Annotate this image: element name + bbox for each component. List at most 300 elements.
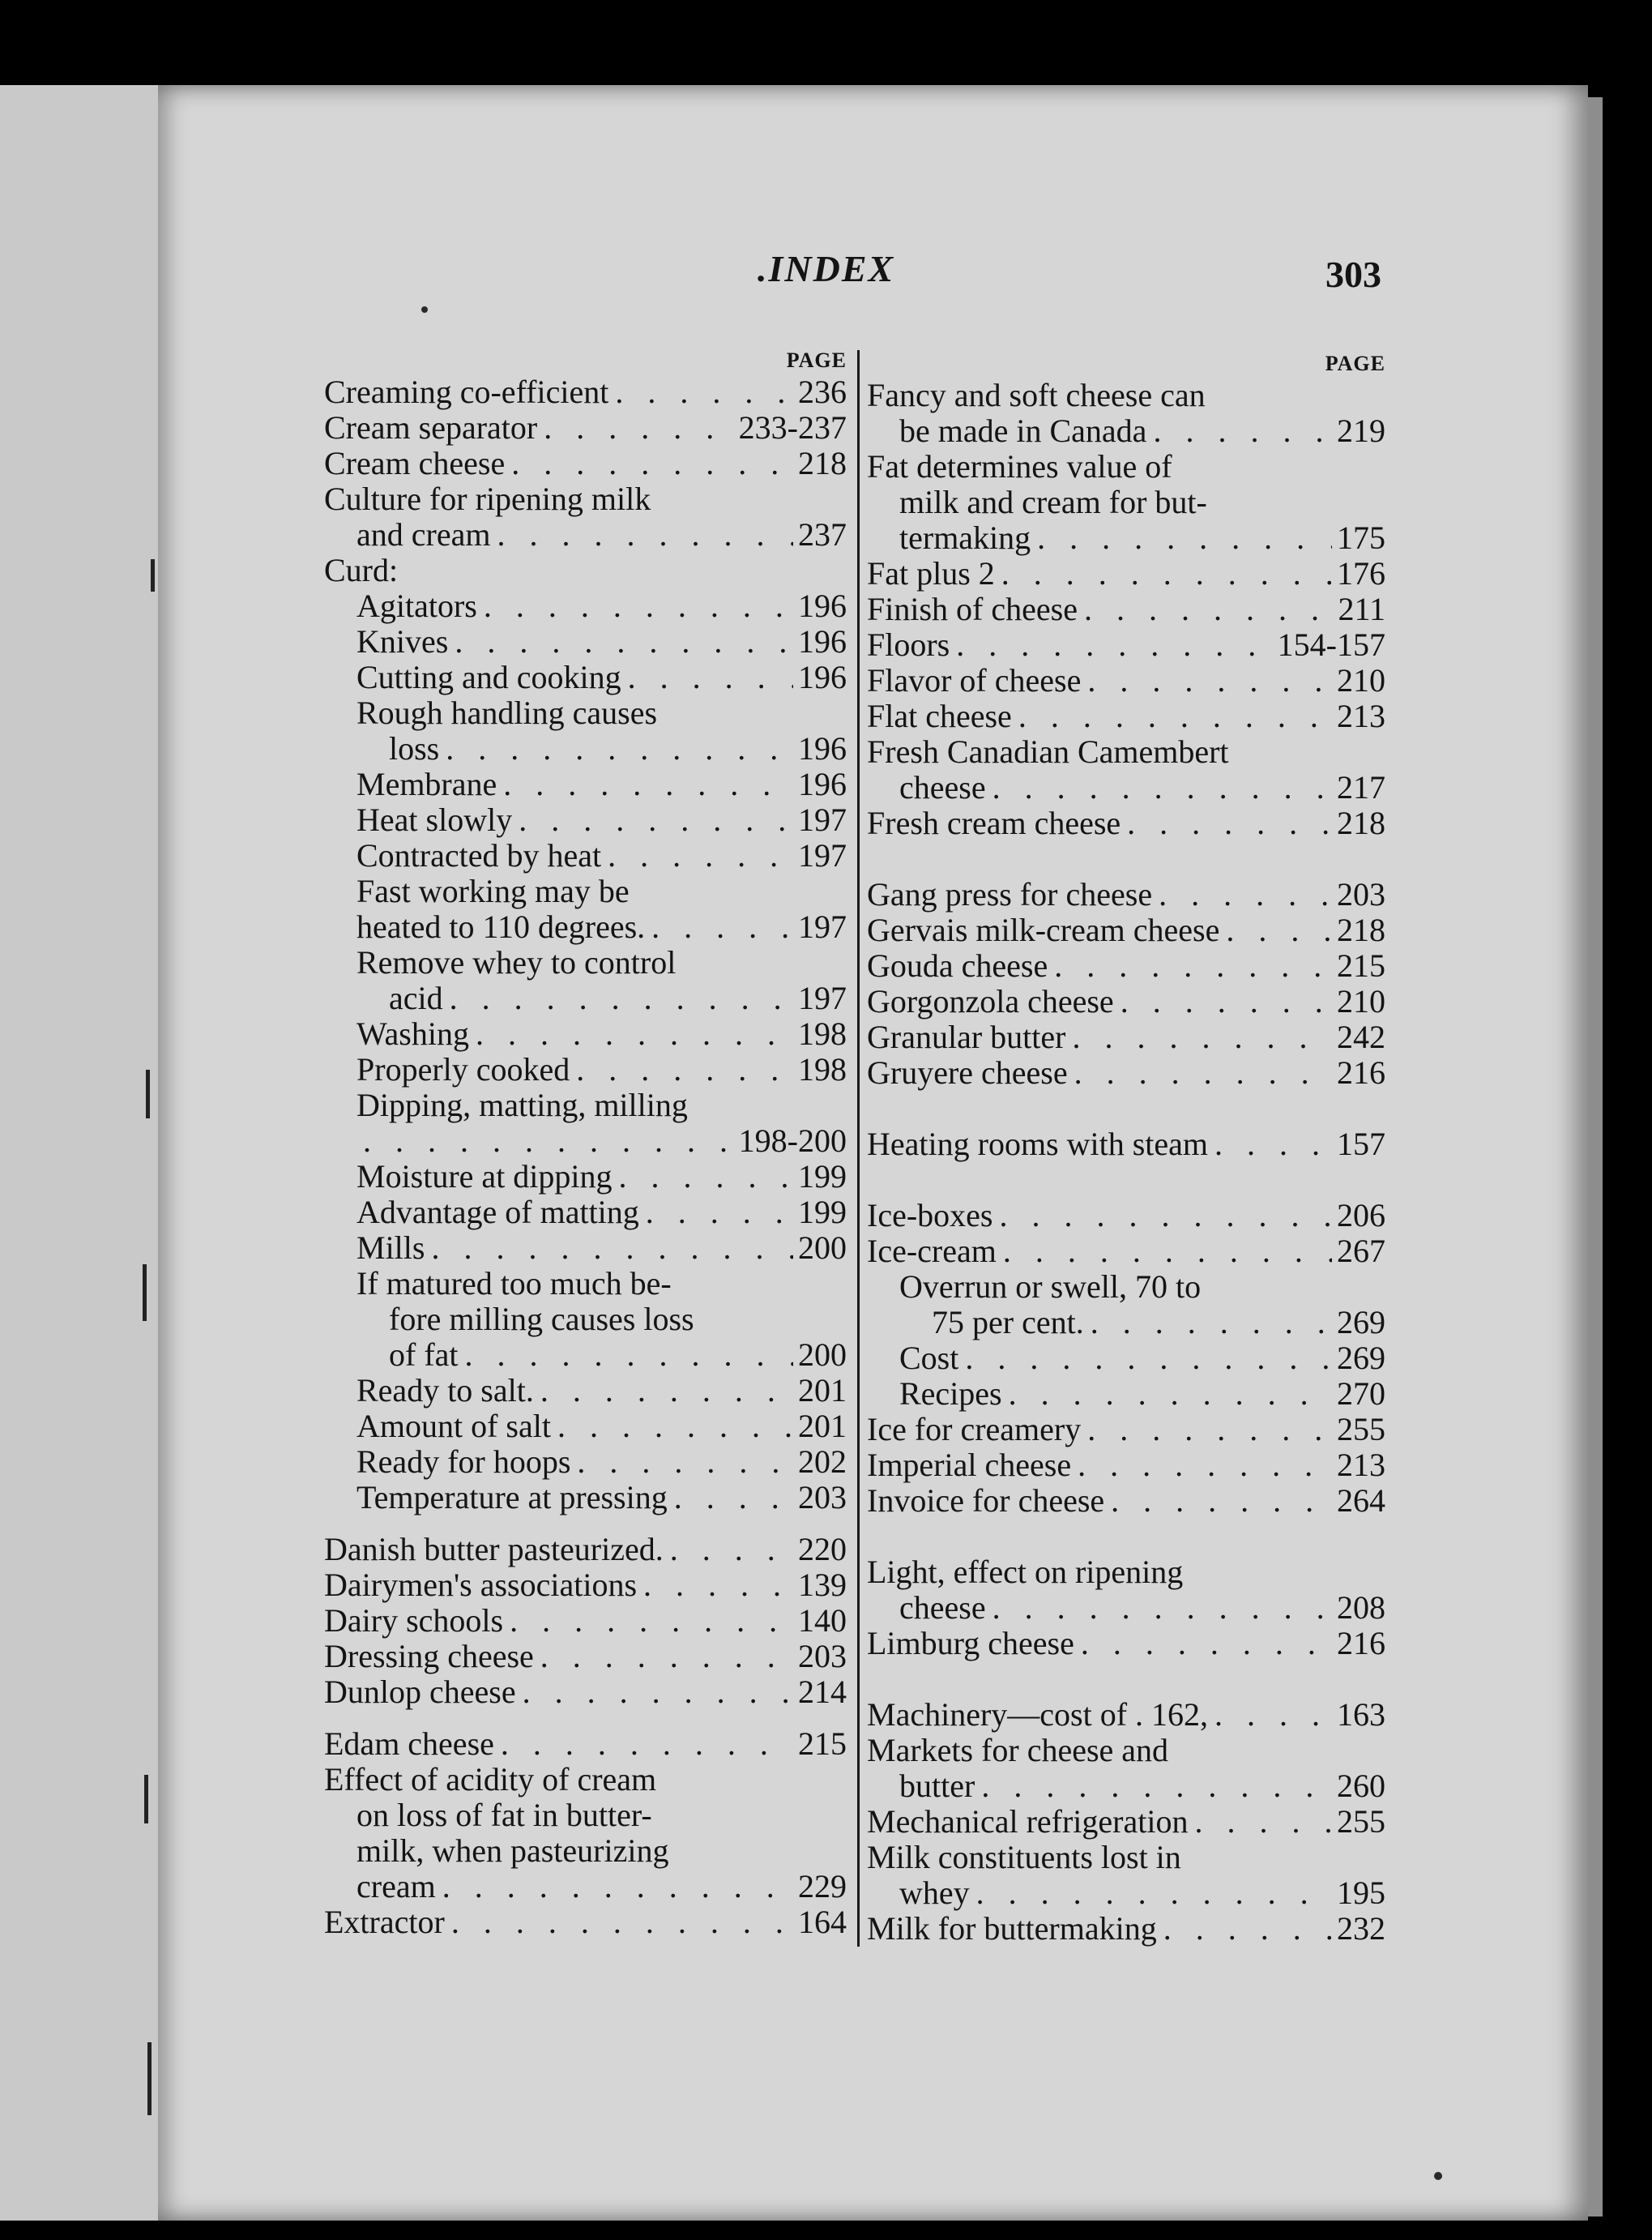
page-column-label: PAGE: [786, 348, 847, 372]
index-entry: [867, 627, 1385, 663]
dot-leader: [997, 1233, 1332, 1269]
dot-leader: [512, 802, 793, 838]
dot-leader: [995, 556, 1332, 592]
entry-page-number: 197: [798, 909, 847, 945]
entry-text: Ready for hoops: [356, 1444, 571, 1480]
dot-leader: [664, 1532, 793, 1567]
dot-leader: [992, 1198, 1332, 1233]
entry-page-number: 216: [1337, 1626, 1385, 1661]
entry-page-number: 269: [1337, 1340, 1385, 1376]
entry-text: Cutting and cooking: [356, 660, 621, 695]
print-speck: [1434, 2172, 1442, 2180]
index-entry: [867, 1055, 1385, 1091]
index-entry-continuation: [867, 1269, 1385, 1305]
entry-text: Membrane: [356, 767, 497, 802]
entry-text: termaking: [899, 520, 1031, 556]
entry-text: Gouda cheese: [867, 948, 1048, 984]
entry-text: cheese: [899, 1590, 986, 1626]
dot-leader: [436, 1869, 793, 1904]
entry-text: Remove whey to control: [356, 944, 677, 981]
entry-text: Amount of salt: [356, 1409, 551, 1444]
dot-leader: [1068, 1055, 1332, 1091]
section-gap: [867, 841, 1385, 877]
index-entry-continuation: [324, 553, 847, 588]
entry-page-number: 213: [1337, 1447, 1385, 1483]
entry-page-number: 195: [1337, 1875, 1385, 1911]
entry-page-number: 200: [798, 1230, 847, 1266]
entry-page-number: 196: [798, 767, 847, 802]
entry-page-number: 219: [1337, 413, 1385, 449]
entry-text: Properly cooked: [356, 1052, 570, 1088]
dot-leader: [1157, 1911, 1332, 1947]
entry-text: Imperial cheese: [867, 1447, 1072, 1483]
entry-text: acid: [389, 981, 443, 1016]
dot-leader: [1012, 699, 1332, 734]
dot-leader: [986, 770, 1332, 806]
entry-text: cheese: [899, 770, 986, 806]
entry-text: Gervais milk-cream cheese: [867, 913, 1220, 948]
entry-page-number: 199: [798, 1159, 847, 1195]
entry-page-number: 164: [798, 1904, 847, 1940]
index-entry: [867, 806, 1385, 841]
index-entry-continuation: [324, 1266, 847, 1302]
entry-text: Agitators: [356, 588, 477, 624]
entry-page-number: 242: [1337, 1020, 1385, 1055]
index-entry: [867, 1305, 1385, 1340]
index-column-right: [867, 350, 1385, 1947]
entry-page-number: 202: [798, 1444, 847, 1480]
index-entry: [324, 1567, 847, 1603]
dot-leader: [1065, 1020, 1332, 1055]
index-entry: [324, 374, 847, 410]
entry-text: milk, when pasteurizing: [356, 1832, 669, 1869]
entry-page-number: 214: [798, 1674, 847, 1710]
index-entry: [867, 1697, 1385, 1733]
dot-leader: [975, 1768, 1332, 1804]
dot-leader: [1084, 1305, 1332, 1340]
entry-page-number: 215: [798, 1726, 847, 1762]
index-entry: [324, 1726, 847, 1762]
index-entry: [324, 1159, 847, 1195]
entry-text: of fat: [389, 1337, 459, 1373]
index-entry: [867, 913, 1385, 948]
index-entry-continuation: [324, 1798, 847, 1833]
entry-text: Extractor: [324, 1904, 445, 1940]
binding-mark: [151, 559, 155, 592]
entry-text: Curd:: [324, 552, 399, 588]
entry-text: Heat slowly: [356, 802, 513, 838]
entry-text: Invoice for cheese: [867, 1483, 1105, 1519]
index-entry: [324, 838, 847, 874]
binding-mark: [146, 1070, 150, 1118]
entry-page-number: 264: [1337, 1483, 1385, 1519]
index-entry: [324, 446, 847, 481]
dot-leader: [534, 1373, 793, 1409]
entry-page-number: 196: [798, 731, 847, 767]
index-entry: [867, 1447, 1385, 1483]
binding-mark: [144, 1775, 148, 1823]
index-entry: [867, 556, 1385, 592]
entry-text: Light, effect on ripening: [867, 1554, 1184, 1590]
entry-page-number: 163: [1337, 1697, 1385, 1733]
section-gap: [324, 1710, 847, 1726]
index-entry: [324, 1337, 847, 1373]
entry-page-number: 220: [798, 1532, 847, 1567]
dot-leader: [534, 1639, 793, 1674]
entry-text: Washing: [356, 1016, 469, 1052]
entry-text: Ice-cream: [867, 1233, 997, 1269]
index-entry: [867, 1126, 1385, 1162]
index-entry: [324, 1016, 847, 1052]
entry-text: Dunlop cheese: [324, 1674, 516, 1710]
entry-text: Ice for creamery: [867, 1412, 1082, 1447]
section-gap: [867, 1661, 1385, 1697]
entry-text: Floors: [867, 627, 950, 663]
entry-page-number: 203: [798, 1639, 847, 1674]
page-column-label: PAGE: [1325, 352, 1385, 375]
index-entry: [867, 984, 1385, 1020]
entry-page-number: 198: [798, 1052, 847, 1088]
index-entry: [867, 413, 1385, 449]
dot-leader: [490, 517, 793, 553]
dot-leader: [494, 1726, 793, 1762]
index-entry: [324, 588, 847, 624]
entry-text: Finish of cheese: [867, 592, 1078, 627]
entry-text: Limburg cheese: [867, 1626, 1074, 1661]
index-entry-continuation: [324, 1833, 847, 1869]
entry-text: be made in Canada: [899, 413, 1147, 449]
entry-page-number: 196: [798, 624, 847, 660]
entry-page-number: 236: [798, 374, 847, 410]
index-entry: [324, 1603, 847, 1639]
entry-text: Machinery—cost of . 162,: [867, 1697, 1209, 1733]
entry-page-number: 203: [798, 1480, 847, 1515]
entry-page-number: 203: [1337, 877, 1385, 913]
entry-page-number: 260: [1337, 1768, 1385, 1804]
entry-text: Gang press for cheese: [867, 877, 1153, 913]
entry-page-number: 270: [1337, 1376, 1385, 1412]
dot-leader: [443, 981, 793, 1016]
entry-text: Temperature at pressing: [356, 1480, 668, 1515]
dot-leader: [613, 1159, 793, 1195]
index-entry: [867, 1804, 1385, 1840]
entry-text: Moisture at dipping: [356, 1159, 613, 1195]
entry-text: fore milling causes loss: [389, 1301, 694, 1337]
entry-text: Markets for cheese and: [867, 1732, 1169, 1768]
entry-page-number: 139: [798, 1567, 847, 1603]
index-entry: [324, 1904, 847, 1940]
entry-text: on loss of fat in butter-: [356, 1797, 652, 1833]
index-entry: [867, 1198, 1385, 1233]
dot-leader: [645, 909, 793, 945]
entry-page-number: 216: [1337, 1055, 1385, 1091]
dot-leader: [439, 731, 793, 767]
index-entry-continuation: [324, 945, 847, 981]
dot-leader: [1146, 413, 1332, 449]
entry-page-number: 196: [798, 660, 847, 695]
index-entry: [867, 1590, 1385, 1626]
entry-text: Recipes: [899, 1376, 1002, 1412]
index-entry: [867, 1911, 1385, 1947]
index-entry-continuation: [867, 734, 1385, 770]
index-entry: [324, 1230, 847, 1266]
index-entry: [324, 909, 847, 945]
dot-leader: [958, 1340, 1332, 1376]
entry-text: Cream cheese: [324, 446, 506, 481]
entry-text: Mechanical refrigeration: [867, 1804, 1189, 1840]
dot-leader: [1078, 592, 1334, 627]
entry-text: Culture for ripening milk: [324, 481, 651, 517]
entry-page-number: 196: [798, 588, 847, 624]
index-entry-continuation: [324, 874, 847, 909]
entry-text: Mills: [356, 1230, 425, 1266]
dot-leader: [448, 624, 793, 660]
index-entry: [867, 1340, 1385, 1376]
index-entry-continuation: [867, 485, 1385, 520]
dot-leader: [469, 1016, 793, 1052]
entry-page-number: 218: [1337, 806, 1385, 841]
entry-page-number: 232: [1337, 1911, 1385, 1947]
entry-text: Dipping, matting, milling: [356, 1087, 688, 1123]
index-entry: [324, 981, 847, 1016]
dot-leader: [570, 1444, 793, 1480]
entry-text: 75 per cent.: [932, 1305, 1084, 1340]
entry-page-number: 210: [1337, 663, 1385, 699]
dot-leader: [477, 588, 793, 624]
print-speck: [421, 306, 428, 313]
entry-text: Advantage of matting: [356, 1195, 639, 1230]
index-entry: [324, 1373, 847, 1409]
dot-leader: [356, 1123, 734, 1159]
entry-page-number: 198-200: [738, 1123, 847, 1159]
section-gap: [867, 1162, 1385, 1198]
binding-mark: [143, 1264, 147, 1321]
index-entry-continuation: [324, 1762, 847, 1798]
column-divider: [857, 350, 860, 1947]
entry-text: If matured too much be-: [356, 1265, 672, 1302]
entry-page-number: 176: [1337, 556, 1385, 592]
section-gap: [324, 1515, 847, 1532]
index-entry: [867, 1233, 1385, 1269]
index-entry: [867, 1626, 1385, 1661]
entry-page-number: 175: [1337, 520, 1385, 556]
dot-leader: [425, 1230, 793, 1266]
dot-leader: [970, 1875, 1332, 1911]
entry-page-number: 197: [798, 838, 847, 874]
index-entry-continuation: [324, 1302, 847, 1337]
facing-page-margin: [0, 85, 158, 2221]
dot-leader: [1114, 984, 1332, 1020]
entry-text: Dressing cheese: [324, 1639, 534, 1674]
index-entry: [867, 592, 1385, 627]
dot-leader: [505, 446, 793, 481]
index-entry: [867, 1412, 1385, 1447]
entry-text: Granular butter: [867, 1020, 1066, 1055]
index-entry-continuation: [324, 1088, 847, 1123]
dot-leader: [637, 1567, 793, 1603]
index-entry: [867, 1376, 1385, 1412]
dot-leader: [1031, 520, 1332, 556]
entry-text: Cost: [899, 1340, 959, 1376]
dot-leader: [1071, 1447, 1332, 1483]
entry-text: Gruyere cheese: [867, 1055, 1068, 1091]
dot-leader: [1081, 1412, 1332, 1447]
dot-leader: [1219, 913, 1332, 948]
entry-page-number: 237: [798, 517, 847, 553]
dot-leader: [986, 1590, 1332, 1626]
dot-leader: [1104, 1483, 1332, 1519]
entry-text: Milk constituents lost in: [867, 1839, 1181, 1875]
index-entry: [324, 410, 847, 446]
dot-leader: [503, 1603, 793, 1639]
index-entry-continuation: [867, 1840, 1385, 1875]
entry-page-number: 255: [1337, 1412, 1385, 1447]
entry-page-number: 267: [1337, 1233, 1385, 1269]
index-entry: [324, 731, 847, 767]
dot-leader: [570, 1052, 793, 1088]
dot-leader: [1121, 806, 1332, 841]
entry-text: Overrun or swell, 70 to: [899, 1268, 1202, 1305]
index-entry: [324, 1532, 847, 1567]
index-entry: [867, 948, 1385, 984]
entry-text: Milk for buttermaking: [867, 1911, 1157, 1947]
entry-page-number: 213: [1337, 699, 1385, 734]
entry-page-number: 200: [798, 1337, 847, 1373]
dot-leader: [1074, 1626, 1332, 1661]
index-entry: [867, 520, 1385, 556]
entry-text: Flavor of cheese: [867, 663, 1082, 699]
index-entry-continuation: [324, 481, 847, 517]
entry-page-number: 201: [798, 1409, 847, 1444]
entry-page-number: 215: [1337, 948, 1385, 984]
entry-text: Dairy schools: [324, 1603, 504, 1639]
entry-page-number: 208: [1337, 1590, 1385, 1626]
section-gap: [867, 1091, 1385, 1126]
index-entry: [867, 1483, 1385, 1519]
entry-page-number: 197: [798, 981, 847, 1016]
dot-leader: [1152, 877, 1332, 913]
entry-page-number: 140: [798, 1603, 847, 1639]
index-entry-continuation: [867, 378, 1385, 413]
entry-text: loss: [389, 731, 440, 767]
index-header-title: .INDEX: [758, 248, 895, 289]
index-entry: [324, 802, 847, 838]
index-entry: [867, 1875, 1385, 1911]
entry-page-number: 197: [798, 802, 847, 838]
dot-leader: [1208, 1697, 1332, 1733]
entry-page-number: 206: [1337, 1198, 1385, 1233]
entry-text: Fresh Canadian Camembert: [867, 733, 1229, 770]
index-entry: [324, 1195, 847, 1230]
entry-text: Knives: [356, 624, 449, 660]
entry-text: Fast working may be: [356, 873, 630, 909]
entry-text: Ice-boxes: [867, 1198, 993, 1233]
index-entry: [324, 1409, 847, 1444]
index-entry: [324, 660, 847, 695]
index-entry: [324, 1052, 847, 1088]
dot-leader: [497, 767, 793, 802]
index-entry: [324, 1674, 847, 1710]
index-entries-left: [324, 374, 847, 1940]
entry-text: Dairymen's associations: [324, 1567, 638, 1603]
entry-page-number: 157: [1337, 1126, 1385, 1162]
entry-text: cream: [356, 1869, 436, 1904]
dot-leader: [668, 1480, 793, 1515]
entry-text: Edam cheese: [324, 1726, 494, 1762]
index-entry: [867, 877, 1385, 913]
page-edge: [1588, 97, 1603, 2216]
entry-text: Fat determines value of: [867, 448, 1172, 485]
dot-leader: [459, 1337, 793, 1373]
dot-leader: [621, 660, 793, 695]
entry-page-number: 217: [1337, 770, 1385, 806]
index-column-left: [324, 347, 847, 1940]
dot-leader: [1081, 663, 1332, 699]
index-entries-right: [867, 378, 1385, 1947]
page-number: 303: [1325, 254, 1381, 295]
entry-page-number: 211: [1338, 592, 1385, 627]
index-entry-continuation: [867, 1733, 1385, 1768]
entry-text: Ready to salt.: [356, 1373, 534, 1409]
entry-page-number: 218: [1337, 913, 1385, 948]
dot-leader: [950, 627, 1272, 663]
index-entry-continuation: [324, 695, 847, 731]
entry-text: heated to 110 degrees.: [356, 909, 646, 945]
entry-page-number: 210: [1337, 984, 1385, 1020]
entry-text: Contracted by heat: [356, 838, 602, 874]
entry-text: Flat cheese: [867, 699, 1012, 734]
binding-mark: [147, 2042, 152, 2115]
entry-text: Fresh cream cheese: [867, 806, 1121, 841]
entry-page-number: 199: [798, 1195, 847, 1230]
entry-text: Cream separator: [324, 410, 538, 446]
dot-leader: [1208, 1126, 1332, 1162]
section-gap: [867, 1519, 1385, 1554]
dot-leader: [608, 374, 793, 410]
dot-leader: [445, 1904, 793, 1940]
entry-text: Rough handling causes: [356, 695, 658, 731]
dot-leader: [516, 1674, 793, 1710]
dot-leader: [551, 1409, 793, 1444]
entry-page-number: 218: [798, 446, 847, 481]
index-entry: [324, 1639, 847, 1674]
entry-text: Fancy and soft cheese can: [867, 377, 1206, 413]
entry-page-number: 255: [1337, 1804, 1385, 1840]
entry-text: Effect of acidity of cream: [324, 1761, 657, 1798]
index-entry: [867, 699, 1385, 734]
dot-leader: [601, 838, 793, 874]
index-entry: [324, 1444, 847, 1480]
entry-page-number: 201: [798, 1373, 847, 1409]
index-entry: [324, 517, 847, 553]
entry-page-number: 154-157: [1277, 627, 1385, 663]
index-entry: [324, 1123, 847, 1159]
index-entry: [324, 1869, 847, 1904]
entry-text: whey: [899, 1875, 970, 1911]
dot-leader: [537, 410, 733, 446]
index-entry: [867, 1020, 1385, 1055]
entry-text: Gorgonzola cheese: [867, 984, 1114, 1020]
entry-page-number: 269: [1337, 1305, 1385, 1340]
entry-text: Creaming co-efficient: [324, 374, 609, 410]
dot-leader: [1188, 1804, 1332, 1840]
index-entry-continuation: [867, 1554, 1385, 1590]
entry-text: Heating rooms with steam: [867, 1126, 1209, 1162]
entry-page-number: 229: [798, 1869, 847, 1904]
index-entry: [324, 624, 847, 660]
index-entry-continuation: [867, 449, 1385, 485]
index-entry: [867, 1768, 1385, 1804]
